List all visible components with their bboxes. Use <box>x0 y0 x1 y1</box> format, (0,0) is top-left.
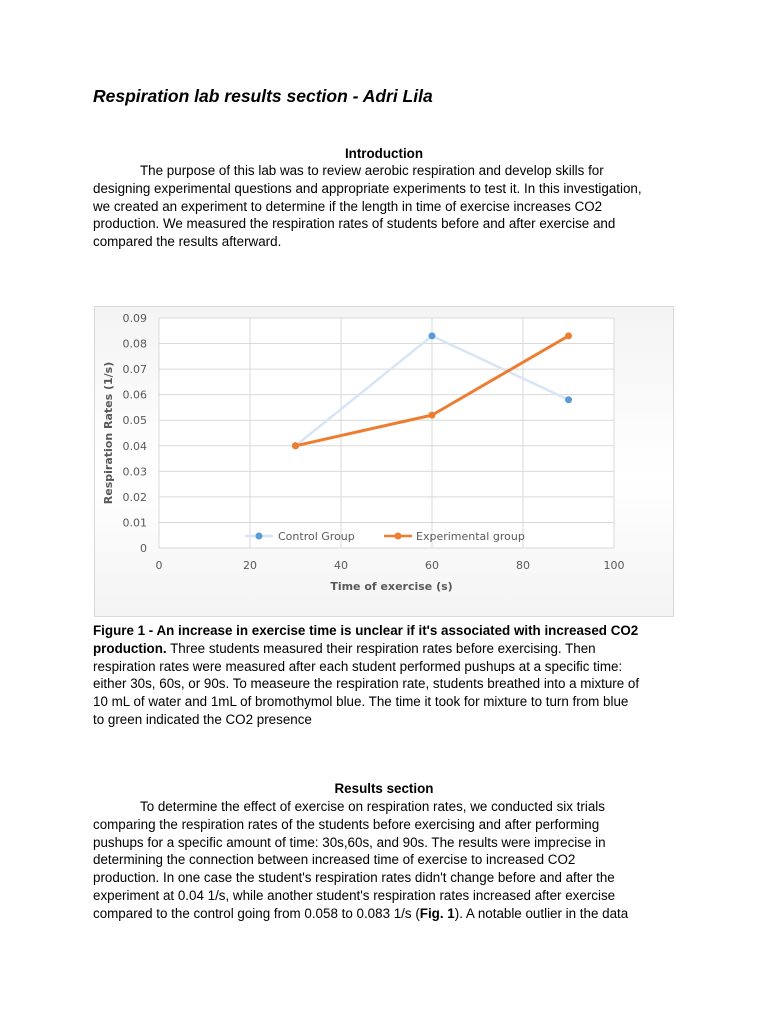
paragraph-text: compared to the control going from 0.058 to 0.083 1/s ( <box>93 905 420 921</box>
paragraph-line: production. In one case the student's respiration rates didn't change before and after the <box>93 870 615 886</box>
paragraph-line: To determine the effect of exercise on respiration rates, we conducted six trials <box>140 799 605 814</box>
y-tick-label: 0.08 <box>122 337 147 351</box>
paragraph-line: pushups for a specific amount of time: 30s,60s, and 90s. The results were imprecise in <box>93 834 606 850</box>
legend-marker <box>256 533 263 540</box>
x-axis-title: Time of exercise (s) <box>330 580 453 593</box>
legend-marker <box>395 533 402 540</box>
introduction-paragraph <box>93 162 678 251</box>
plot-area <box>159 318 614 548</box>
paragraph-line: determining the connection between increased time of exercise to increased CO2 <box>93 852 576 868</box>
results-heading: Results section <box>334 781 434 796</box>
y-tick-label: 0.04 <box>122 439 147 453</box>
legend-label: Control Group <box>278 530 355 543</box>
paragraph-text: ). A notable outlier in the data <box>454 905 629 921</box>
caption-title-line: Figure 1 - An increase in exercise time is unclear if it's associated with increased CO2 <box>93 623 639 638</box>
figure-reference: Fig. 1 <box>419 905 455 921</box>
figure-1-chart <box>94 306 674 617</box>
paragraph-line: experiment at 0.04 1/s, while another student's respiration rates increased after exercise <box>93 887 616 903</box>
data-point <box>292 442 299 449</box>
x-tick-label: 100 <box>603 559 625 572</box>
data-point <box>429 332 436 339</box>
x-tick-label: 0 <box>155 559 163 572</box>
x-tick-label: 60 <box>425 559 439 572</box>
paragraph-line: designing experimental questions and appropriate experiments to test it. In this investigation, <box>93 180 642 196</box>
chart-canvas <box>95 307 675 618</box>
results-paragraph <box>93 798 678 923</box>
y-tick-label: 0.07 <box>122 363 147 377</box>
caption-line: to green indicated the CO2 presence <box>93 711 312 727</box>
x-tick-label: 80 <box>516 559 530 572</box>
caption-line: respiration rates were measured after each student performed pushups at a specific time: <box>93 658 623 674</box>
y-tick-label: 0.03 <box>122 465 147 479</box>
figure-caption <box>93 622 678 729</box>
legend-label: Experimental group <box>416 530 525 543</box>
data-point <box>565 396 572 403</box>
caption-line: 10 mL of water and 1mL of bromothymol blue. The time it took for mixture to turn from blue <box>93 694 629 710</box>
document-title: Respiration lab results section - Adri Lila <box>93 86 433 106</box>
caption-title-end: production. <box>93 640 167 656</box>
y-tick-label: 0.09 <box>122 312 147 325</box>
y-tick-label: 0 <box>140 542 147 555</box>
x-tick-label: 20 <box>243 559 257 572</box>
y-axis-title: Respiration Rates (1/s) <box>102 361 115 505</box>
y-tick-label: 0.02 <box>122 490 147 504</box>
introduction-heading: Introduction <box>344 146 424 161</box>
paragraph-line: The purpose of this lab was to review aerobic respiration and develop skills for <box>140 163 604 178</box>
y-tick-label: 0.06 <box>122 388 147 402</box>
paragraph-line: we created an experiment to determine if the length in time of exercise increases CO2 <box>93 198 603 214</box>
caption-line: either 30s, 60s, or 90s. To measeure the respiration rate, students breathed into a mixture of <box>93 676 640 692</box>
data-point <box>565 332 572 339</box>
paragraph-line: comparing the respiration rates of the students before exercising and after performing <box>93 816 600 832</box>
y-tick-label: 0.01 <box>122 516 147 530</box>
caption-text: Three students measured their respiration rates before exercising. Then <box>166 640 596 656</box>
y-tick-label: 0.05 <box>122 414 147 428</box>
data-point <box>429 412 436 419</box>
paragraph-line: production. We measured the respiration rates of students before and after exercise and <box>93 216 616 232</box>
paragraph-line: compared the results afterward. <box>93 234 282 250</box>
x-tick-label: 40 <box>334 559 348 572</box>
